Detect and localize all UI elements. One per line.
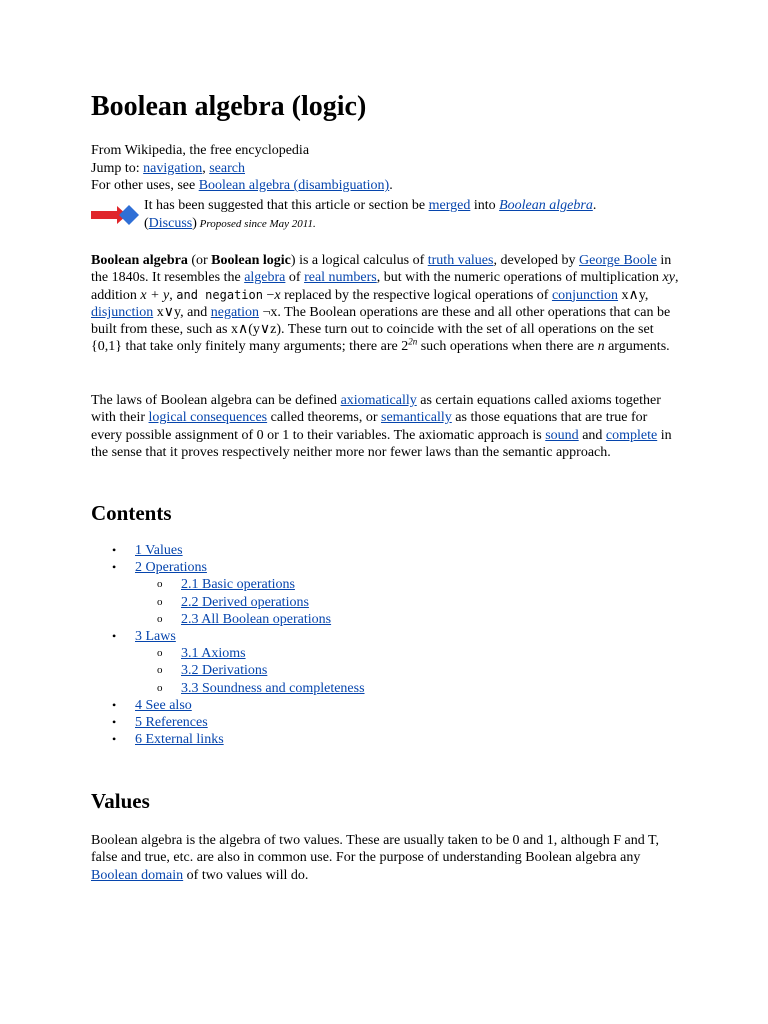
real-numbers-link[interactable]: real numbers — [304, 270, 377, 286]
axiomatically-link[interactable]: axiomatically — [340, 393, 417, 408]
disjunction-link[interactable]: disjunction — [91, 304, 154, 320]
conjunction-link[interactable]: conjunction — [551, 287, 619, 303]
toc-link[interactable]: 6 External links — [135, 732, 224, 748]
proposed-date: Proposed since May 2011. — [196, 217, 316, 230]
toc-link[interactable]: 2 Operations — [135, 560, 207, 576]
jump-links: Jump to: navigation, search — [91, 160, 245, 176]
toc-item — [91, 611, 365, 628]
toc-link[interactable]: 3.3 Soundness and completeness — [181, 680, 365, 696]
toc-sub-bullet: o — [157, 681, 163, 694]
discuss-link[interactable]: Discuss — [148, 215, 193, 231]
toc-link[interactable]: 2.3 All Boolean operations — [181, 611, 332, 627]
algebra-link[interactable]: algebra — [244, 270, 286, 286]
toc-item — [91, 628, 365, 645]
semantically-link[interactable]: semantically — [381, 410, 452, 426]
toc-item — [91, 662, 365, 679]
toc-item — [91, 542, 365, 559]
toc-item — [91, 559, 365, 576]
toc-sub-bullet: o — [157, 647, 163, 660]
toc-sub-bullet: o — [157, 664, 163, 677]
logical-consequences-link[interactable]: logical consequences — [148, 410, 268, 426]
intro-paragraph: Boolean algebra (or Boolean logic) is a logical calculus of truth values, developed by George Boole in the 1840s. It resembles the algebra of real numbers, but with the numeric operations of multiplication xy, addition x + y, and negation −x replaced by the respective logical operations of conjunction x∧y, disjunction x∨y, and negation ¬x. The Boolean operations are these and all other operations that can be built from these, such as x∧(y∨z). These turn out to coincide with the set of all operations on the set {0,1} that take only finitely many arguments; there are $2^{2n}$ such operations when there are n arguments. — [91, 253, 679, 355]
hatnote: For other uses, see Boolean algebra (disambiguation). — [91, 178, 393, 194]
merge-arrow-icon — [91, 205, 139, 225]
toc-link[interactable]: 3.2 Derivations — [181, 663, 268, 679]
toc-item — [91, 714, 365, 731]
values-heading: Values — [91, 789, 150, 813]
toc-link[interactable]: 2.2 Derived operations — [181, 594, 309, 610]
negation-link[interactable]: negation — [210, 304, 260, 320]
article-meta — [91, 142, 711, 195]
page-title: Boolean algebra (logic) — [91, 91, 367, 122]
jump-search-link[interactable]: search — [209, 160, 245, 176]
toc-bullet: • — [112, 560, 117, 575]
toc-link[interactable]: 1 Values — [135, 543, 183, 558]
toc-link[interactable]: 3.1 Axioms — [181, 646, 246, 662]
laws-paragraph: The laws of Boolean algebra can be defined axiomatically as certain equations called axioms together with their logical consequences called theorems, or semantically as those equations that are true for every possible assignment of 0 or 1 to their variables. The axiomatic approach is sound and complete in the sense that it proves respectively neither more nor fewer laws than the semantic approach. — [91, 393, 672, 460]
toc-sub-bullet: o — [157, 578, 163, 591]
truth-values-link[interactable]: truth values — [427, 253, 494, 268]
complete-link[interactable]: complete — [605, 427, 658, 443]
toc-item — [91, 576, 365, 593]
george-boole-link[interactable]: George Boole — [579, 253, 657, 268]
toc-item — [91, 697, 365, 714]
toc-item — [91, 645, 365, 662]
disambiguation-link[interactable]: Boolean algebra (disambiguation) — [198, 178, 390, 194]
toc-link[interactable]: 2.1 Basic operations — [181, 577, 295, 593]
toc-item — [91, 594, 365, 611]
site-sub: From Wikipedia, the free encyclopedia — [91, 143, 310, 158]
merge-notice-text: It has been suggested that this article or section be merged into Boolean algebra. (Discuss) Proposed since May 2011. — [144, 198, 597, 231]
toc-link[interactable]: 4 See also — [135, 697, 192, 713]
contents-heading: Contents — [91, 501, 172, 525]
jump-navigation-link[interactable]: navigation — [143, 160, 203, 176]
merge-notice — [91, 197, 691, 237]
toc-bullet: • — [112, 543, 117, 557]
values-paragraph: Boolean algebra is the algebra of two values. These are usually taken to be 0 and 1, although F and T, false and true, etc. are also in common use. For the purpose of understanding Boolean algebra any Boolean domain of two values will do. — [91, 833, 660, 883]
toc-link[interactable]: 3 Laws — [135, 628, 176, 644]
merged-link[interactable]: merged — [428, 198, 471, 213]
toc-bullet: • — [112, 714, 117, 729]
toc-bullet: • — [112, 697, 117, 712]
merge-target-link[interactable]: Boolean algebra — [499, 198, 593, 213]
toc-item — [91, 731, 365, 748]
sound-link[interactable]: sound — [545, 427, 579, 443]
toc-link[interactable]: 5 References — [135, 714, 208, 730]
toc-item — [91, 680, 365, 697]
toc-sub-bullet: o — [157, 595, 163, 608]
boolean-domain-link[interactable]: Boolean domain — [91, 867, 184, 883]
toc-bullet: • — [112, 628, 117, 643]
toc-sub-bullet: o — [157, 612, 163, 625]
toc-bullet: • — [112, 732, 117, 747]
table-of-contents — [91, 542, 365, 748]
